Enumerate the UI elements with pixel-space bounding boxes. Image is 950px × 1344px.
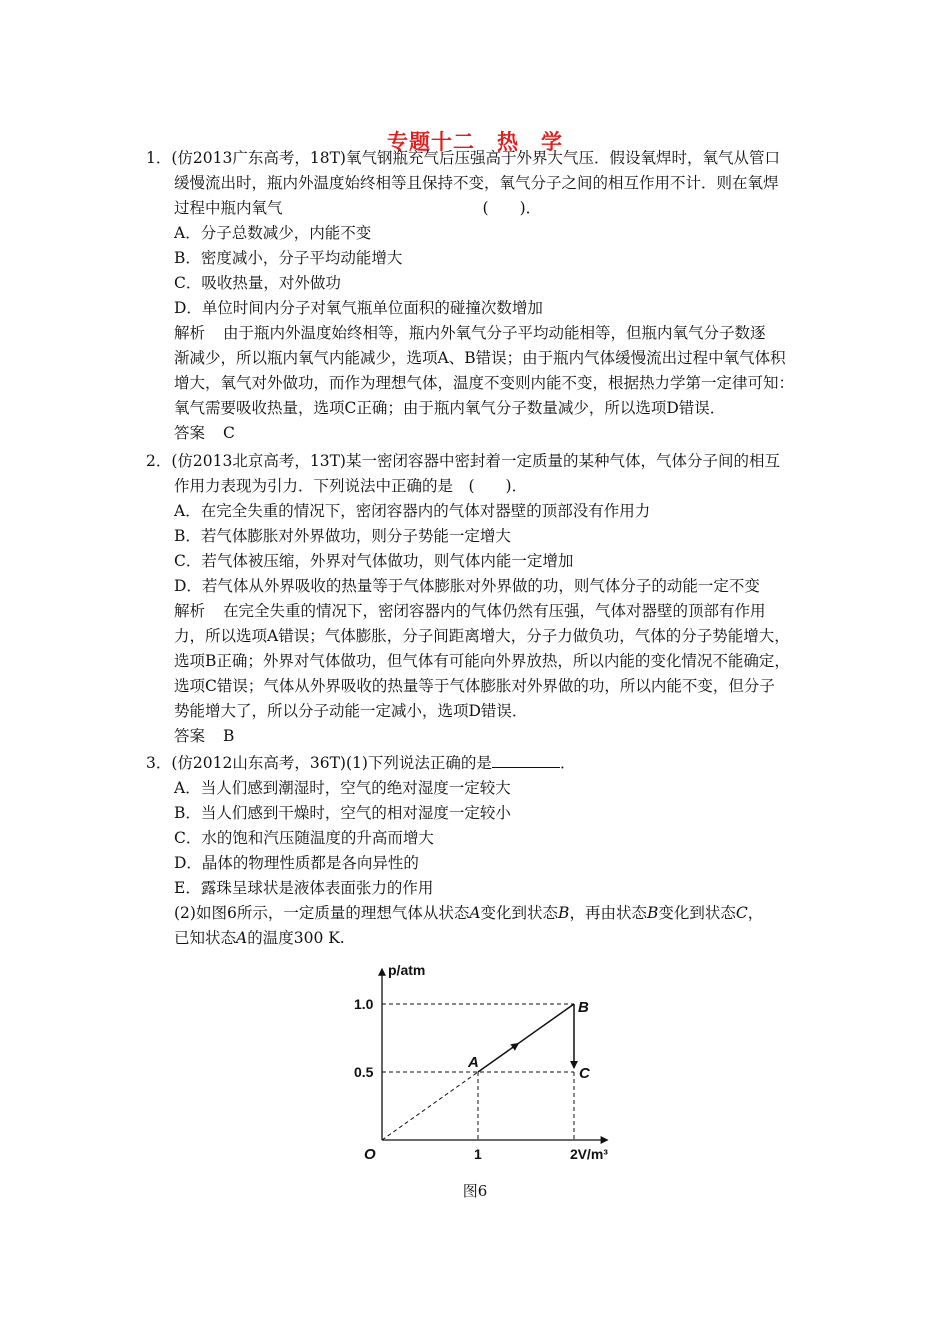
- q2-answer-label: 答案: [174, 727, 206, 745]
- q1-line-1: 1．(仿2013广东高考，18T)氧气钢瓶充气后压强高于外界大气压．假设氧焊时，氧气从管口: [146, 149, 780, 167]
- q1-line-2: 缓慢流出时，瓶内外温度始终相等且保持不变，氧气分子之间的相互作用不计．则在氧焊: [174, 174, 779, 192]
- q2-option-a: A．在完全失重的情况下，密闭容器内的气体对器壁的顶部没有作用力: [174, 502, 651, 520]
- q3-part2-line-2: 已知状态A的温度300 K.: [174, 929, 345, 947]
- point-label-b: B: [578, 999, 589, 1016]
- page-title: 专题十二 热 学: [387, 129, 563, 154]
- x-tick-label: 2: [570, 1146, 578, 1162]
- chart-plot-area: [354, 962, 608, 1163]
- q2-line-1: 2．(仿2013北京高考，13T)某一密闭容器中密封着一定质量的某种气体，气体分子间的相互: [146, 452, 780, 470]
- q3-number: 3．: [146, 754, 172, 772]
- origin-label: O: [364, 1146, 376, 1163]
- q1-option-c: C．吸收热量，对外做功: [174, 274, 341, 292]
- q2-analysis-line-4: 选项C错误；气体从外界吸收的热量等于气体膨胀对外界做的功，所以内能不变，但分子: [174, 677, 775, 695]
- q3-option-b: B．当人们感到干燥时，空气的相对湿度一定较小: [174, 804, 511, 822]
- q2-analysis-line-2: 力，所以选项A错误；气体膨胀，分子间距离增大，分子力做负功，气体的分子势能增大，: [174, 627, 790, 645]
- q3-answer-blank: [492, 753, 560, 768]
- q2-answer: 答案 B: [174, 727, 235, 745]
- q1-answer-paren: ( )．: [482, 199, 542, 217]
- q2-line-2: 作用力表现为引力．下列说法中正确的是 ( )．: [174, 477, 528, 495]
- q3-part2-line-1: (2)如图6所示，一定质量的理想气体从状态A变化到状态B，再由状态B变化到状态C，: [174, 904, 764, 922]
- q3-option-e: E．露珠呈球状是液体表面张力的作用: [174, 879, 434, 897]
- y-tick-label: 0.5: [354, 1064, 374, 1080]
- q1-answer-label: 答案: [174, 424, 206, 442]
- q1-analysis-line-3: 增大，氧气对外做功，而作为理想气体，温度不变则内能不变，根据热力学第一定律可知：: [174, 374, 795, 392]
- point-label-c: C: [579, 1065, 590, 1082]
- q1-option-a: A．分子总数减少，内能不变: [174, 224, 372, 242]
- q2-number: 2．: [146, 452, 172, 470]
- q2-analysis-line-3: 选项B正确；外界对气体做功，但气体有可能向外界放热，所以内能的变化情况不能确定，: [174, 652, 790, 670]
- q3-option-d: D．晶体的物理性质都是各向异性的: [174, 854, 419, 872]
- pv-diagram: [340, 955, 650, 1175]
- q1-analysis-line-1: 解析 由于瓶内外温度始终相等，瓶内外氧气分子平均动能相等，但瓶内氧气分子数逐: [174, 324, 766, 342]
- q2-option-d: D．若气体从外界吸收的热量等于气体膨胀对外界做的功，则气体分子的动能一定不变: [174, 577, 760, 595]
- q3-option-a: A．当人们感到潮湿时，空气的绝对湿度一定较大: [174, 779, 511, 797]
- figure-caption: 图6: [462, 1182, 488, 1200]
- q1-line-3: 过程中瓶内氧气 ( )．: [174, 199, 542, 217]
- y-tick-label: 1.0: [354, 996, 374, 1012]
- q2-analysis-line-5: 势能增大了，所以分子动能一定减小，选项D错误．: [174, 702, 528, 720]
- q1-option-b: B．密度减小，分子平均动能增大: [174, 249, 403, 267]
- point-label-a: A: [468, 1054, 479, 1071]
- x-axis-label: V/m³: [577, 1146, 608, 1162]
- extension-line-oa: [382, 1072, 478, 1140]
- q1-number: 1．: [146, 149, 172, 167]
- y-axis-label: p/atm: [388, 961, 426, 978]
- q1-answer: 答案 C: [174, 424, 235, 442]
- q1-option-d: D．单位时间内分子对氧气瓶单位面积的碰撞次数增加: [174, 299, 543, 317]
- q3-option-c: C．水的饱和汽压随温度的升高而增大: [174, 829, 434, 847]
- q2-option-c: C．若气体被压缩，外界对气体做功，则气体内能一定增加: [174, 552, 574, 570]
- arrow-ab: [512, 1043, 519, 1048]
- q1-analysis-label: 解析: [174, 324, 206, 342]
- q1-analysis-line-4: 氧气需要吸收热量，选项C正确；由于瓶内氧气分子数量减少，所以选项D错误．: [174, 399, 726, 417]
- x-tick-label: 1: [474, 1146, 482, 1162]
- q2-analysis-line-1: 解析 在完全失重的情况下，密闭容器内的气体仍然有压强，气体对器壁的顶部有作用: [174, 602, 766, 620]
- q3-line-1: 3．(仿2012山东高考，36T)(1)下列说法正确的是 ．: [146, 754, 576, 772]
- q2-analysis-label: 解析: [174, 602, 206, 620]
- q2-option-b: B．若气体膨胀对外界做功，则分子势能一定增大: [174, 527, 511, 545]
- q1-analysis-line-2: 渐减少，所以瓶内氧气内能减少，选项A、B错误；由于瓶内气体缓慢流出过程中氧气体积: [174, 349, 786, 367]
- process-line-ab: [478, 1004, 574, 1072]
